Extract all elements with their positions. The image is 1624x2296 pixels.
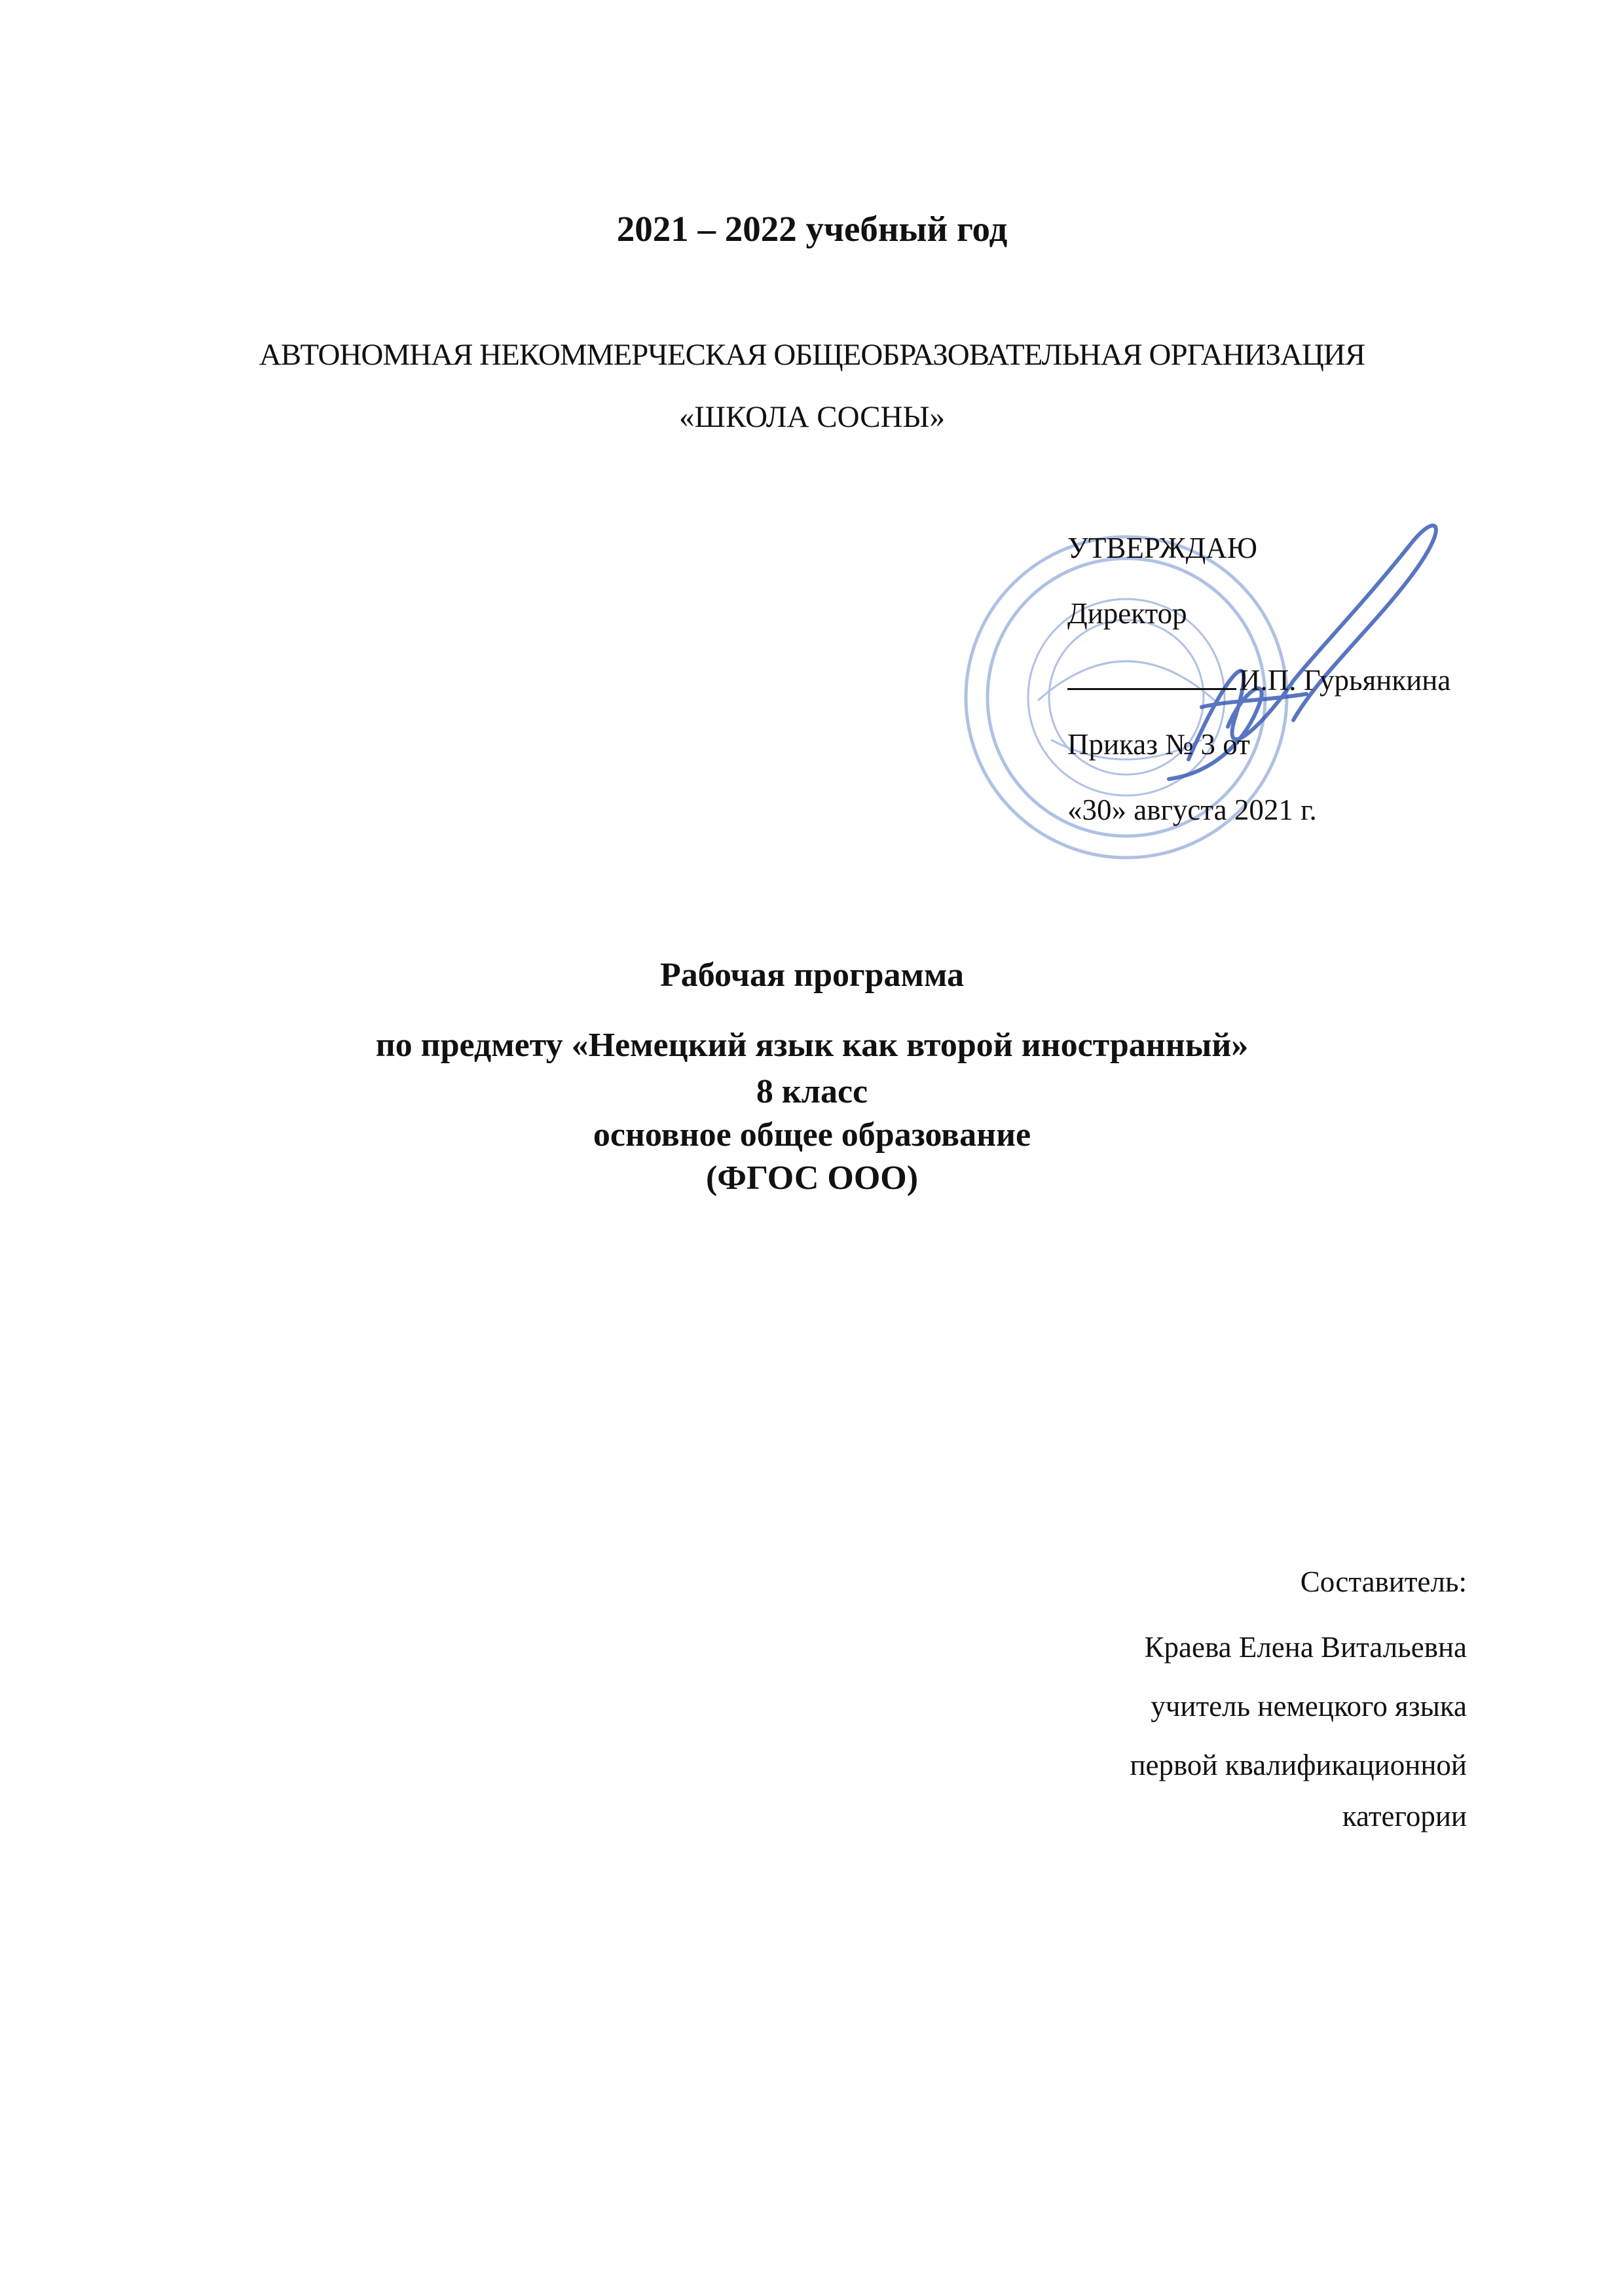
author-role: учитель немецкого языка xyxy=(1151,1690,1467,1722)
order-number: Приказ № 3 от xyxy=(1067,728,1250,761)
author-label: Составитель: xyxy=(1300,1565,1467,1598)
signature-blank xyxy=(1067,665,1236,690)
academic-year: 2021 – 2022 учебный год xyxy=(616,209,1008,249)
education-level: основное общее образование xyxy=(593,1116,1031,1154)
director-position: Директор xyxy=(1067,597,1187,630)
author-name: Краева Елена Витальевна xyxy=(1144,1631,1467,1664)
organization-name: АВТОНОМНАЯ НЕКОММЕРЧЕСКАЯ ОБЩЕОБРАЗОВАТЕЛЬНАЯ ОРГАНИЗАЦИЯ xyxy=(259,338,1365,372)
approve-word: УТВЕРЖДАЮ xyxy=(1067,532,1258,564)
order-date: «30» августа 2021 г. xyxy=(1067,793,1317,826)
author-qualification: первой квалификационной xyxy=(1130,1749,1467,1781)
author-qualification-category: категории xyxy=(1342,1800,1467,1832)
director-name: И.П. Гурьянкина xyxy=(1239,664,1451,697)
school-name: «ШКОЛА СОСНЫ» xyxy=(679,400,945,434)
grade-line: 8 класс xyxy=(756,1073,868,1110)
education-standard: (ФГОС ООО) xyxy=(705,1159,919,1197)
document-title: Рабочая программа xyxy=(659,957,965,994)
subject-line: по предмету «Немецкий язык как второй иностранный» xyxy=(375,1027,1249,1064)
director-signature-line xyxy=(1067,665,1450,695)
